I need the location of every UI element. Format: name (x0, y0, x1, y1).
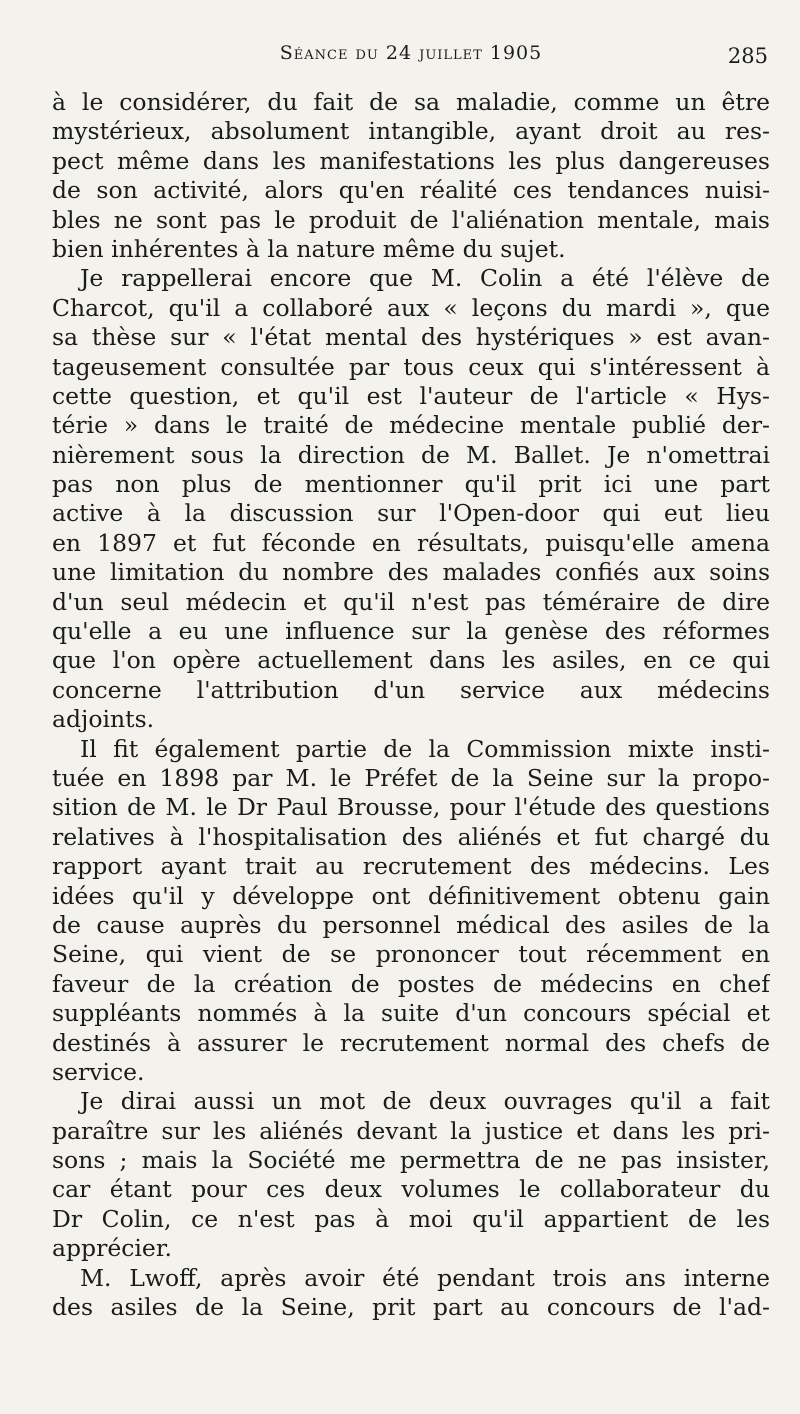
text-line: bien inhérentes à la nature même du sujet. (52, 234, 566, 263)
text-line: adjoints. (52, 705, 155, 734)
text-line: pect même dans les manifestations les plus dangereuses (52, 146, 770, 175)
text-line: que l'on opère actuellement dans les asiles, en ce qui (52, 646, 770, 675)
text-line: Je rappellerai encore que M. Colin a été l'élève de (80, 264, 770, 293)
text-line: d'un seul médecin et qu'il n'est pas téméraire de dire (52, 587, 770, 616)
text-line: une limitation du nombre des malades confiés aux soins (52, 558, 770, 587)
page-number: 285 (727, 44, 768, 68)
text-line: pas non plus de mentionner qu'il prit ici une part (52, 470, 770, 499)
text-line: faveur de la création de postes de médecins en chef (52, 969, 770, 998)
text-line: apprécier. (52, 1234, 172, 1263)
text-line: active à la discussion sur l'Open-door qui eut lieu (52, 499, 770, 528)
text-line: idées qu'il y développe ont définitivement obtenu gain (52, 881, 770, 910)
text-line: cette question, et qu'il est l'auteur de l'article « Hys- (52, 381, 770, 410)
text-line: Seine, qui vient de se prononcer tout récemment en (52, 940, 770, 969)
text-line: tageusement consultée par tous ceux qui s'intéressent à (52, 352, 770, 381)
text-line: paraître sur les aliénés devant la justice et dans les pri- (52, 1116, 770, 1145)
text-line: concerne l'attribution d'un service aux médecins (52, 675, 770, 704)
running-title: Séance du 24 juillet 1905 (279, 42, 543, 64)
text-line: de cause auprès du personnel médical des asiles de la (52, 910, 770, 939)
text-line: sition de M. le Dr Paul Brousse, pour l'étude des questions (52, 793, 770, 822)
text-line: qu'elle a eu une influence sur la genèse des réformes (52, 617, 770, 646)
text-line: sons ; mais la Société me permettra de ne pas insister, (52, 1146, 770, 1175)
text-line: Je dirai aussi un mot de deux ouvrages qu'il a fait (80, 1087, 770, 1116)
text-line: térie » dans le traité de médecine mentale publié der- (52, 411, 770, 440)
text-line: M. Lwoff, après avoir été pendant trois ans interne (80, 1263, 770, 1292)
text-line: à le considérer, du fait de sa maladie, comme un être (52, 88, 770, 116)
text-line: Dr Colin, ce n'est pas à moi qu'il appartient de les (52, 1204, 770, 1233)
text-line: bles ne sont pas le produit de l'aliénation mentale, mais (52, 205, 770, 234)
text-line: Charcot, qu'il a collaboré aux « leçons du mardi », que (52, 293, 770, 322)
text-line: car étant pour ces deux volumes le collaborateur du (52, 1175, 770, 1204)
text-line: suppléants nommés à la suite d'un concours spécial et (52, 999, 770, 1028)
text-line: tuée en 1898 par M. le Préfet de la Seine sur la propo- (52, 763, 770, 792)
text-line: service. (52, 1057, 145, 1086)
text-line: relatives à l'hospitalisation des aliénés et fut chargé du (52, 822, 770, 851)
body-text (52, 88, 770, 1322)
text-line: des asiles de la Seine, prit part au concours de l'ad- (52, 1293, 770, 1322)
text-line: Il fit également partie de la Commission mixte insti- (80, 734, 770, 763)
text-line: mystérieux, absolument intangible, ayant droit au res- (52, 117, 770, 146)
text-line: sa thèse sur « l'état mental des hystériques » est avan- (52, 323, 770, 352)
running-head (52, 38, 770, 78)
text-line: rapport ayant trait au recrutement des médecins. Les (52, 852, 770, 881)
text-line: destinés à assurer le recrutement normal des chefs de (52, 1028, 770, 1057)
text-line: nièrement sous la direction de M. Ballet. Je n'omettrai (52, 440, 770, 469)
text-line: en 1897 et fut féconde en résultats, puisqu'elle amena (52, 528, 770, 557)
text-line: de son activité, alors qu'en réalité ces tendances nuisi- (52, 176, 770, 205)
